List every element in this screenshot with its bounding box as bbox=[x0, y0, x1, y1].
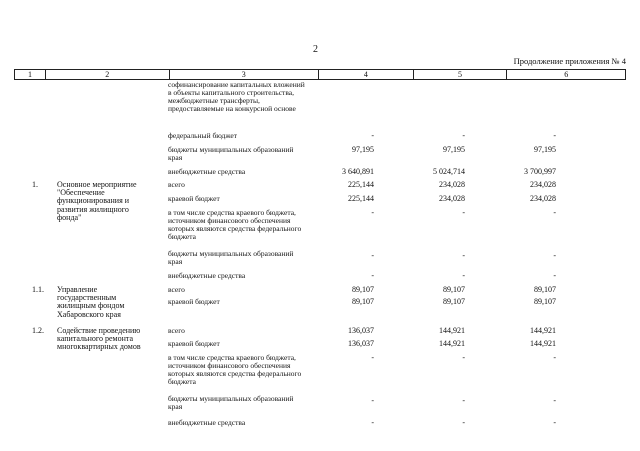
value-col5: 5 024,714 bbox=[433, 167, 465, 176]
value-col5: 89,107 bbox=[443, 285, 465, 294]
value-col5: - bbox=[462, 131, 465, 140]
value-col6: 234,028 bbox=[530, 180, 556, 189]
row-number: 1.1. bbox=[32, 285, 44, 294]
activity-name: Управление государственным жилищным фондом Хабаровского края bbox=[57, 285, 125, 319]
appendix-continuation-label: Продолжение приложения № 4 bbox=[513, 56, 626, 66]
value-col6: 234,028 bbox=[530, 194, 556, 203]
row-description: внебюджетные средства bbox=[168, 271, 246, 280]
value-col6: - bbox=[553, 271, 556, 280]
value-col4: 89,107 bbox=[352, 285, 374, 294]
value-col4: 225,144 bbox=[348, 180, 374, 189]
table-column-header-row bbox=[14, 69, 626, 80]
row-number: 1.2. bbox=[32, 326, 44, 335]
column-header-2: 2 bbox=[46, 70, 170, 79]
value-col6: - bbox=[553, 353, 556, 362]
value-col4: 3 640,891 bbox=[342, 167, 374, 176]
row-description: краевой бюджет bbox=[168, 194, 220, 203]
row-description: бюджеты муниципальных образований края bbox=[168, 145, 294, 162]
row-description: краевой бюджет bbox=[168, 297, 220, 306]
value-col6: 97,195 bbox=[534, 145, 556, 154]
value-col5: 144,921 bbox=[439, 339, 465, 348]
value-col4: 89,107 bbox=[352, 297, 374, 306]
row-description: внебюджетные средства bbox=[168, 167, 246, 176]
row-description: всего bbox=[168, 285, 185, 294]
row-description: всего bbox=[168, 180, 185, 189]
value-col4: 97,195 bbox=[352, 145, 374, 154]
value-col6: 144,921 bbox=[530, 339, 556, 348]
value-col5: 234,028 bbox=[439, 194, 465, 203]
value-col6: - bbox=[553, 396, 556, 405]
row-description: краевой бюджет bbox=[168, 339, 220, 348]
value-col5: - bbox=[462, 418, 465, 427]
value-col5: 97,195 bbox=[443, 145, 465, 154]
page-number: 2 bbox=[313, 44, 318, 55]
row-description: в том числе средства краевого бюджета, источником финансового обеспечения которых являются средства федерального бюджета bbox=[168, 208, 302, 241]
value-col4: 225,144 bbox=[348, 194, 374, 203]
activity-name: Содействие проведению капитального ремонта многоквартирных домов bbox=[57, 326, 141, 352]
value-col6: 89,107 bbox=[534, 297, 556, 306]
column-header-5: 5 bbox=[414, 70, 508, 79]
value-col4: 136,037 bbox=[348, 339, 374, 348]
activity-name: Основное мероприятие "Обеспечение функционирования и развития жилищного фонда" bbox=[57, 180, 137, 222]
value-col4: - bbox=[371, 271, 374, 280]
value-col4: - bbox=[371, 251, 374, 260]
value-col4: - bbox=[371, 131, 374, 140]
value-col5: - bbox=[462, 271, 465, 280]
column-header-4: 4 bbox=[319, 70, 414, 79]
row-description: в том числе средства краевого бюджета, источником финансового обеспечения которых являются средства федерального бюджета bbox=[168, 353, 302, 386]
value-col6: - bbox=[553, 418, 556, 427]
row-number: 1. bbox=[32, 180, 38, 189]
column-header-6: 6 bbox=[564, 70, 569, 79]
value-col6: 3 700,997 bbox=[524, 167, 556, 176]
value-col5: 234,028 bbox=[439, 180, 465, 189]
column-header-3: 3 bbox=[170, 70, 320, 79]
row-description: софинансирование капитальных вложений в объекты капитального строительства, межбюджетные трансферты, предоставляемые на конкурсной основе bbox=[168, 80, 305, 113]
value-col5: 144,921 bbox=[439, 326, 465, 335]
value-col6: - bbox=[553, 131, 556, 140]
value-col6: - bbox=[553, 208, 556, 217]
value-col6: 89,107 bbox=[534, 285, 556, 294]
value-col6: 144,921 bbox=[530, 326, 556, 335]
value-col5: - bbox=[462, 396, 465, 405]
value-col4: - bbox=[371, 208, 374, 217]
row-description: бюджеты муниципальных образований края bbox=[168, 394, 294, 411]
row-description: внебюджетные средства bbox=[168, 418, 246, 427]
value-col5: 89,107 bbox=[443, 297, 465, 306]
value-col4: - bbox=[371, 353, 374, 362]
row-description: бюджеты муниципальных образований края bbox=[168, 249, 294, 266]
row-description: федеральный бюджет bbox=[168, 131, 238, 140]
column-header-1: 1 bbox=[15, 70, 46, 79]
value-col6: - bbox=[553, 251, 556, 260]
value-col4: - bbox=[371, 418, 374, 427]
value-col4: - bbox=[371, 396, 374, 405]
value-col5: - bbox=[462, 251, 465, 260]
value-col5: - bbox=[462, 208, 465, 217]
value-col5: - bbox=[462, 353, 465, 362]
row-description: всего bbox=[168, 326, 185, 335]
value-col4: 136,037 bbox=[348, 326, 374, 335]
